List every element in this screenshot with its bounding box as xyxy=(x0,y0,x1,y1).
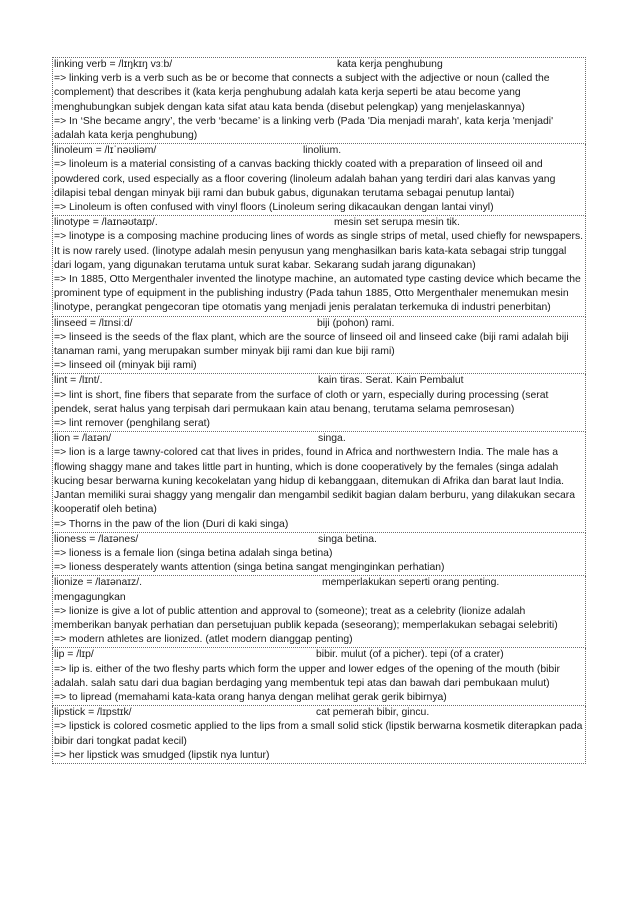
entry-headword xyxy=(54,374,584,388)
entry-lionize xyxy=(52,576,586,648)
headword-text: lionize = /laɪənaɪz/. xyxy=(54,577,142,589)
definition-line: => lion is a large tawny-colored cat that lives in prides, found in Africa and northwestern India. The male has a flowing shaggy mane and takes little part in hunting, which is done cooperatively by the females (singa adalah kucing besar berwarna kuning kecokelatan yang hidup di kebanggaan, ditemukan di Afrika dan barat laut India. Jantan memiliki surai shaggy yang mengalir dan mengambil sedikit bagian dalam berburu, yang dilakukan secara kooperatif oleh betina) xyxy=(54,447,575,516)
entry-headword xyxy=(54,144,584,158)
headword-text: lipstick = /lɪpstɪk/ xyxy=(54,707,132,719)
definition-line: => linoleum is a material consisting of a canvas backing thickly coated with a preparation of linseed oil and powdered cork, used especially as a floor covering (linoleum adalah bahan yang terdiri dari alas kanvas yang dilapisi tebal dengan minyak biji rami dan bubuk gabus, digunakan terutama sebagai penutup lantai) xyxy=(54,159,556,199)
entry-headword xyxy=(54,216,584,230)
entry-headword xyxy=(54,706,584,720)
headword-text: linotype = /laɪnəʊtaɪp/. xyxy=(54,217,158,229)
entry-headword xyxy=(54,533,584,547)
entry-linoleum xyxy=(52,144,586,216)
example-line: => Linoleum is often confused with vinyl floors (Linoleum sering dikacaukan dengan lantai vinyl) xyxy=(54,202,494,214)
entry-lint xyxy=(52,374,586,432)
entry-linking-verb xyxy=(52,57,586,144)
example-line: => In ‘She became angry’, the verb ‘became’ is a linking verb (Pada 'Dia menjadi marah', kata kerja 'menjadi' adalah kata kerja penghubung) xyxy=(54,115,554,142)
entry-headword xyxy=(54,317,584,331)
definition-line: => lint is short, fine fibers that separate from the surface of cloth or yarn, especially during processing (serat pendek, serat halus yang terpisah dari permukaan kain atau benang, terutama selama pemrosesan) xyxy=(54,389,549,415)
translation-text: mesin set serupa mesin tik. xyxy=(334,217,460,229)
example-line: => linseed oil (minyak biji rami) xyxy=(54,360,197,372)
headword-text: linseed = /lɪnsiːd/ xyxy=(54,317,133,329)
example-line: => to lipread (memahami kata-kata orang hanya dengan melihat gerak gerik bibirnya) xyxy=(54,691,447,703)
example-line: => Thorns in the paw of the lion (Duri di kaki singa) xyxy=(54,518,289,530)
definition-line: => lip is. either of the two fleshy parts which form the upper and lower edges of the opening of the mouth (bibir adalah. salah satu dari dua bagian berdaging yang membentuk tepi atas dan bawah dari pembukaan mulut) xyxy=(54,663,560,689)
entry-linseed xyxy=(52,317,586,375)
headword-text: lip = /lɪp/ xyxy=(54,649,94,661)
translation-text: memperlakukan seperti orang penting. xyxy=(322,577,500,589)
definition-line: => lionize is give a lot of public attention and approval to (someone); treat as a celebrity (lionize adalah memberikan banyak perhatian dan persetujuan publik kepada (seseorang); memperlakukan sebagai selebriti) xyxy=(54,605,558,631)
translation-text: kata kerja penghubung xyxy=(337,59,443,70)
definition-line: => lipstick is colored cosmetic applied to the lips from a small solid stick (lipstik berwarna kosmetik diterapkan pada bibir dari tongkat padat kecil) xyxy=(54,721,583,747)
example-line: => lint remover (penghilang serat) xyxy=(54,418,210,430)
headword-text: lioness = /laɪənes/ xyxy=(54,533,139,545)
entry-lip xyxy=(52,648,586,706)
example-line: => lioness desperately wants attention (singa betina sangat menginginkan perhatian) xyxy=(54,562,445,574)
dictionary-page xyxy=(52,57,586,764)
headword-text: lion = /laɪən/ xyxy=(54,433,112,445)
definition-line: => lioness is a female lion (singa betina adalah singa betina) xyxy=(54,547,333,559)
translation-text: singa. xyxy=(318,433,346,445)
example-line: => her lipstick was smudged (lipstik nya luntur) xyxy=(54,749,270,761)
entry-headword xyxy=(54,432,584,446)
example-line: => modern athletes are lionized. (atlet modern dianggap penting) xyxy=(54,634,353,646)
entry-headword xyxy=(54,576,584,590)
definition-line: => linotype is a composing machine producing lines of words as single strips of metal, used chiefly for newspapers. It is now rarely used. (linotype adalah mesin penyusun yang menghasilkan baris kata-kata sebagai strip tunggal dari logam, yang digunakan terutama untuk surat kabar. Sekarang sudah jarang digunakan) xyxy=(54,231,584,271)
example-line: => In 1885, Otto Mergenthaler invented the linotype machine, an automated type casting device which became the prominent type of equipment in the publishing industry (Pada tahun 1885, Otto Mergenthaler menemukan mesin linotype, perangkat pengecoran tipe otomatis yang menjadi jenis peralatan terkemuka di industri penerbitan) xyxy=(54,274,581,314)
translation-continued: mengagungkan xyxy=(54,591,126,603)
headword-text: linoleum = /lɪˈnəʊliəm/ xyxy=(54,145,157,157)
headword-text: lint = /lɪnt/. xyxy=(54,375,103,387)
entry-lioness xyxy=(52,533,586,577)
definition-line: => linking verb is a verb such as be or become that connects a subject with the adjective or noun (called the complement) that describes it (kata kerja penghubung adalah kata kerja seperti be atau become yang menghubungkan subjek dengan kata sifat atau kata benda (disebut pelengkap) yang menjelaskannya) xyxy=(54,73,550,113)
entry-headword xyxy=(54,648,584,662)
translation-text: kain tiras. Serat. Kain Pembalut xyxy=(318,375,464,387)
definition-line: => linseed is the seeds of the flax plant, which are the source of linseed oil and linseed cake (biji rami adalah biji tanaman rami, yang merupakan sumber minyak biji rami dan kue biji rami) xyxy=(54,331,569,358)
translation-text: bibir. mulut (of a picher). tepi (of a crater) xyxy=(316,649,504,661)
translation-text: singa betina. xyxy=(318,533,377,545)
translation-text: cat pemerah bibir, gincu. xyxy=(316,707,430,719)
headword-text: linking verb = /lɪŋkɪŋ vɜːb/ xyxy=(54,59,173,70)
entry-linotype xyxy=(52,216,586,316)
entry-lipstick xyxy=(52,706,586,764)
entry-headword xyxy=(54,58,584,72)
translation-text: linolium. xyxy=(303,145,342,157)
entry-lion xyxy=(52,432,586,532)
translation-text: biji (pohon) rami. xyxy=(317,317,395,329)
